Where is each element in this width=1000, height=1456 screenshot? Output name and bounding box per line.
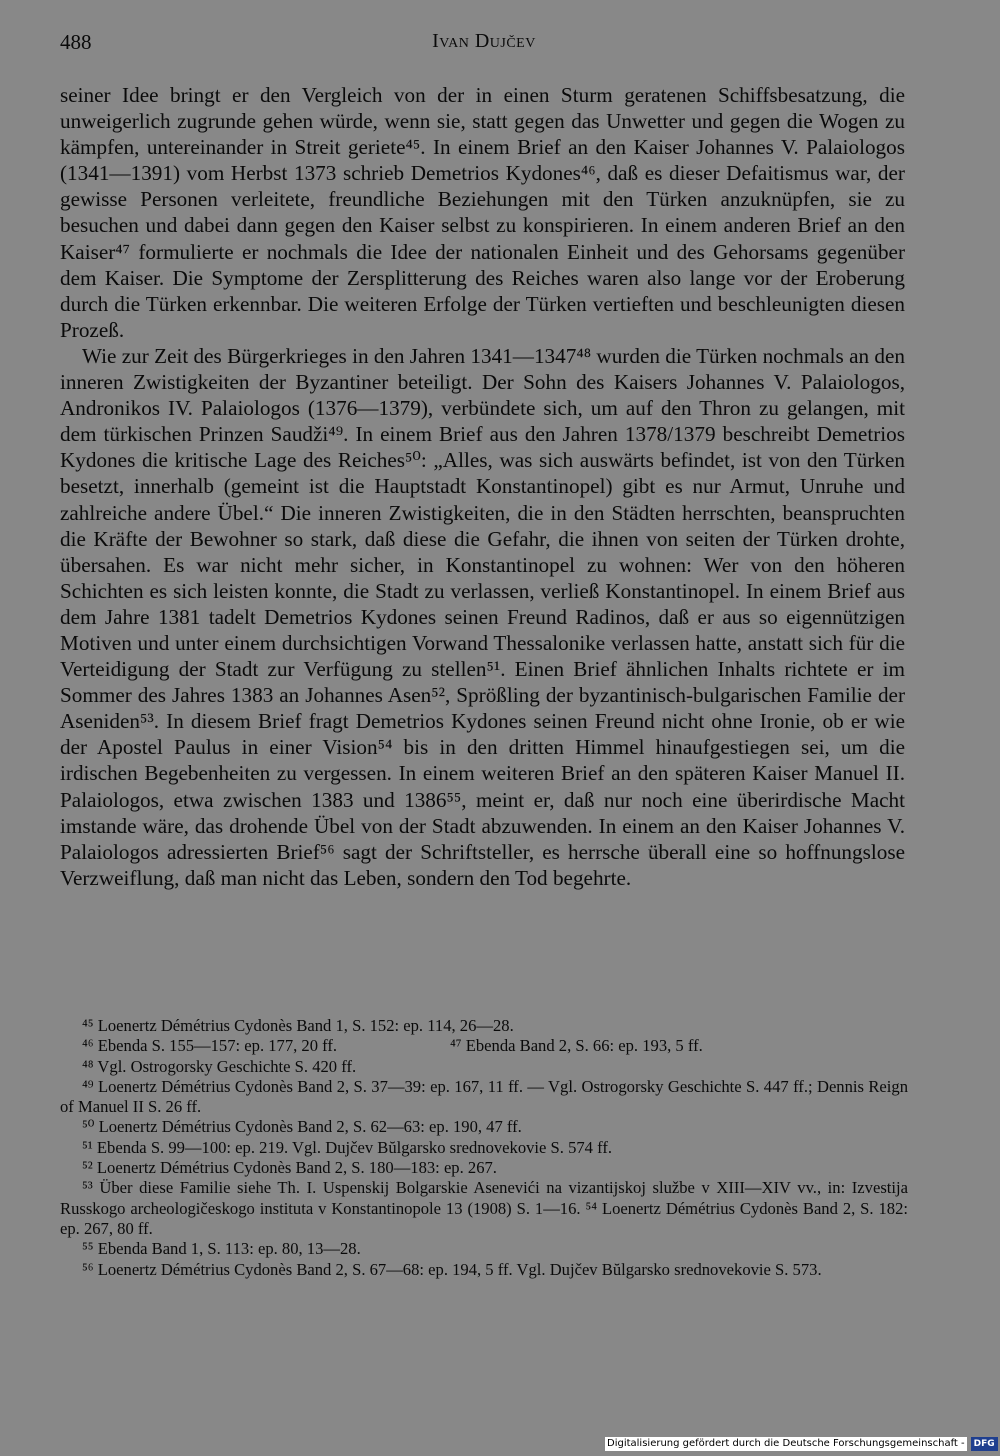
dfg-logo-icon: DFG (971, 1437, 998, 1451)
footnote-55: ⁵⁵ Ebenda Band 1, S. 113: ep. 80, 13—28. (82, 1239, 361, 1259)
footnotes (60, 1016, 908, 1280)
paragraph-1: seiner Idee bringt er den Vergleich von der in einen Sturm geratenen Schiffsbesatzung, die unweigerlich zugrunde gehen würde, wenn sie, statt gegen das Unwetter und gegen die Wogen zu kämpfen, untereinander in Streit geriete⁴⁵. In einem Brief an den Kaiser Johannes V. Palaiologos (1341—1391) vom Herbst 1373 schrieb Demetrios Kydones⁴⁶, daß es dieser Defaitismus war, der gewisse Personen verleitete, freundliche Beziehungen mit den Türken anzuknüpfen, sie zu besuchen und dabei dann gegen den Kaiser selbst zu konspirieren. In einem anderen Brief an den Kaiser⁴⁷ formulierte er nochmals die Idee der nationalen Einheit und des Gehorsams gegenüber dem Kaiser. Die Symptome der Zersplitterung des Reiches waren also lange vor der Eroberung durch die Türken erkennbar. Die weiteren Erfolge der Türken vertieften und beschleunigten diesen Prozeß. (60, 83, 905, 342)
paragraph-2: Wie zur Zeit des Bürgerkrieges in den Jahren 1341—1347⁴⁸ wurden die Türken nochmals an den inneren Zwistigkeiten der Byzantiner beteiligt. Der Sohn des Kaisers Johannes V. Palaiologos, Andronikos IV. Palaiologos (1376—1379), verbündete sich, um auf den Thron zu gelangen, mit dem türkischen Prinzen Saudži⁴⁹. In einem Brief aus den Jahren 1378/1379 beschreibt Demetrios Kydones die kritische Lage des Reiches⁵⁰: „Alles, was sich auswärts befindet, ist von den Türken besetzt, innerhalb (gemeint ist die Hauptstadt Konstantinopel) gibt es nur Armut, Unruhe und zahlreiche andere Übel.“ Die inneren Zwistigkeiten, die in den Städten herrschten, beanspruchten die Kräfte der Bewohner so stark, daß diese die Gefahr, die ihnen von seiten der Türken drohte, übersahen. Es war nicht mehr sicher, in Konstantinopel zu wohnen: Wer von den höheren Schichten es sich leisten konnte, die Stadt zu verlassen, verließ Konstantinopel. In einem Brief aus dem Jahre 1381 tadelt Demetrios Kydones seinen Freund Radinos, daß er aus so eigennützigen Motiven und unter einem durchsichtigen Vorwand Thessalonike verlassen hatte, anstatt sich für die Verteidigung der Stadt zur Verfügung zu stellen⁵¹. Einen Brief ähnlichen Inhalts richtete er im Sommer des Jahres 1383 an Johannes Asen⁵², Sprößling der byzantinisch-bulgarischen Familie der Aseniden⁵³. In diesem Brief fragt Demetrios Kydones seinen Freund nicht ohne Ironie, ob er wie der Apostel Paulus in einer Vision⁵⁴ bis in den dritten Himmel hinaufgestiegen sei, um die irdischen Begebenheiten zu vergessen. In einem weiteren Brief an den späteren Kaiser Manuel II. Palaiologos, etwa zwischen 1383 und 1386⁵⁵, meint er, daß nur noch eine überirdische Macht imstande wäre, das drohende Übel von der Stadt abzuwenden. In einem an den Kaiser Johannes V. Palaiologos adressierten Brief⁵⁶ sagt der Schriftsteller, es herrsche überall eine so hoffnungslose Verzweiflung, daß man nicht das Leben, sondern den Tod begehrte. (60, 343, 905, 890)
footnote-48: ⁴⁸ Vgl. Ostrogorsky Geschichte S. 420 ff. (82, 1056, 357, 1076)
footnote-53-54: ⁵³ Über diese Familie siehe Th. I. Uspenskij Bolgarskie Asenevići na vizantijskoj službe v XIII—XIV vv., in: Izvestija Russkogo archeologičeskogo instituta v Konstantinopole 13 (1908) S. 1—16. ⁵⁴ Loenertz Démétrius Cydonès Band 2, S. 182: ep. 267, 80 ff. (60, 1178, 908, 1238)
page-number: 488 (60, 30, 92, 54)
main-text (60, 82, 905, 891)
footnote-45: ⁴⁵ Loenertz Démétrius Cydonès Band 1, S. 152: ep. 114, 26—28. (82, 1016, 514, 1035)
footnote-row-46-47 (60, 1036, 908, 1056)
footnote-46: ⁴⁶ Ebenda S. 155—157: ep. 177, 20 ff. (82, 1036, 338, 1056)
footnote-56: ⁵⁶ Loenertz Démétrius Cydonès Band 2, S. 67—68: ep. 194, 5 ff. Vgl. Dujčev Bŭlgarsko srednovekovie S. 573. (82, 1259, 822, 1279)
footnote-50: ⁵⁰ Loenertz Démétrius Cydonès Band 2, S. 62—63: ep. 190, 47 ff. (82, 1117, 522, 1137)
footnote-49: ⁴⁹ Loenertz Démétrius Cydonès Band 2, S. 37—39: ep. 167, 11 ff. — Vgl. Ostrogorsky Geschichte S. 447 ff.; Dennis Reign of Manuel II S. 26 ff. (60, 1076, 908, 1117)
digitization-footer (605, 1436, 998, 1452)
page-header (60, 30, 908, 56)
footnote-52: ⁵² Loenertz Démétrius Cydonès Band 2, S. 180—183: ep. 267. (82, 1158, 497, 1178)
footnote-51: ⁵¹ Ebenda S. 99—100: ep. 219. Vgl. Dujčev Bŭlgarsko srednovekovie S. 574 ff. (82, 1137, 613, 1157)
footnote-47: ⁴⁷ Ebenda Band 2, S. 66: ep. 193, 5 ff. (450, 1036, 703, 1056)
digitization-notice: Digitalisierung gefördert durch die Deutsche Forschungsgemeinschaft - (607, 1438, 965, 1449)
running-head: Ivan Dujčev (432, 30, 536, 52)
